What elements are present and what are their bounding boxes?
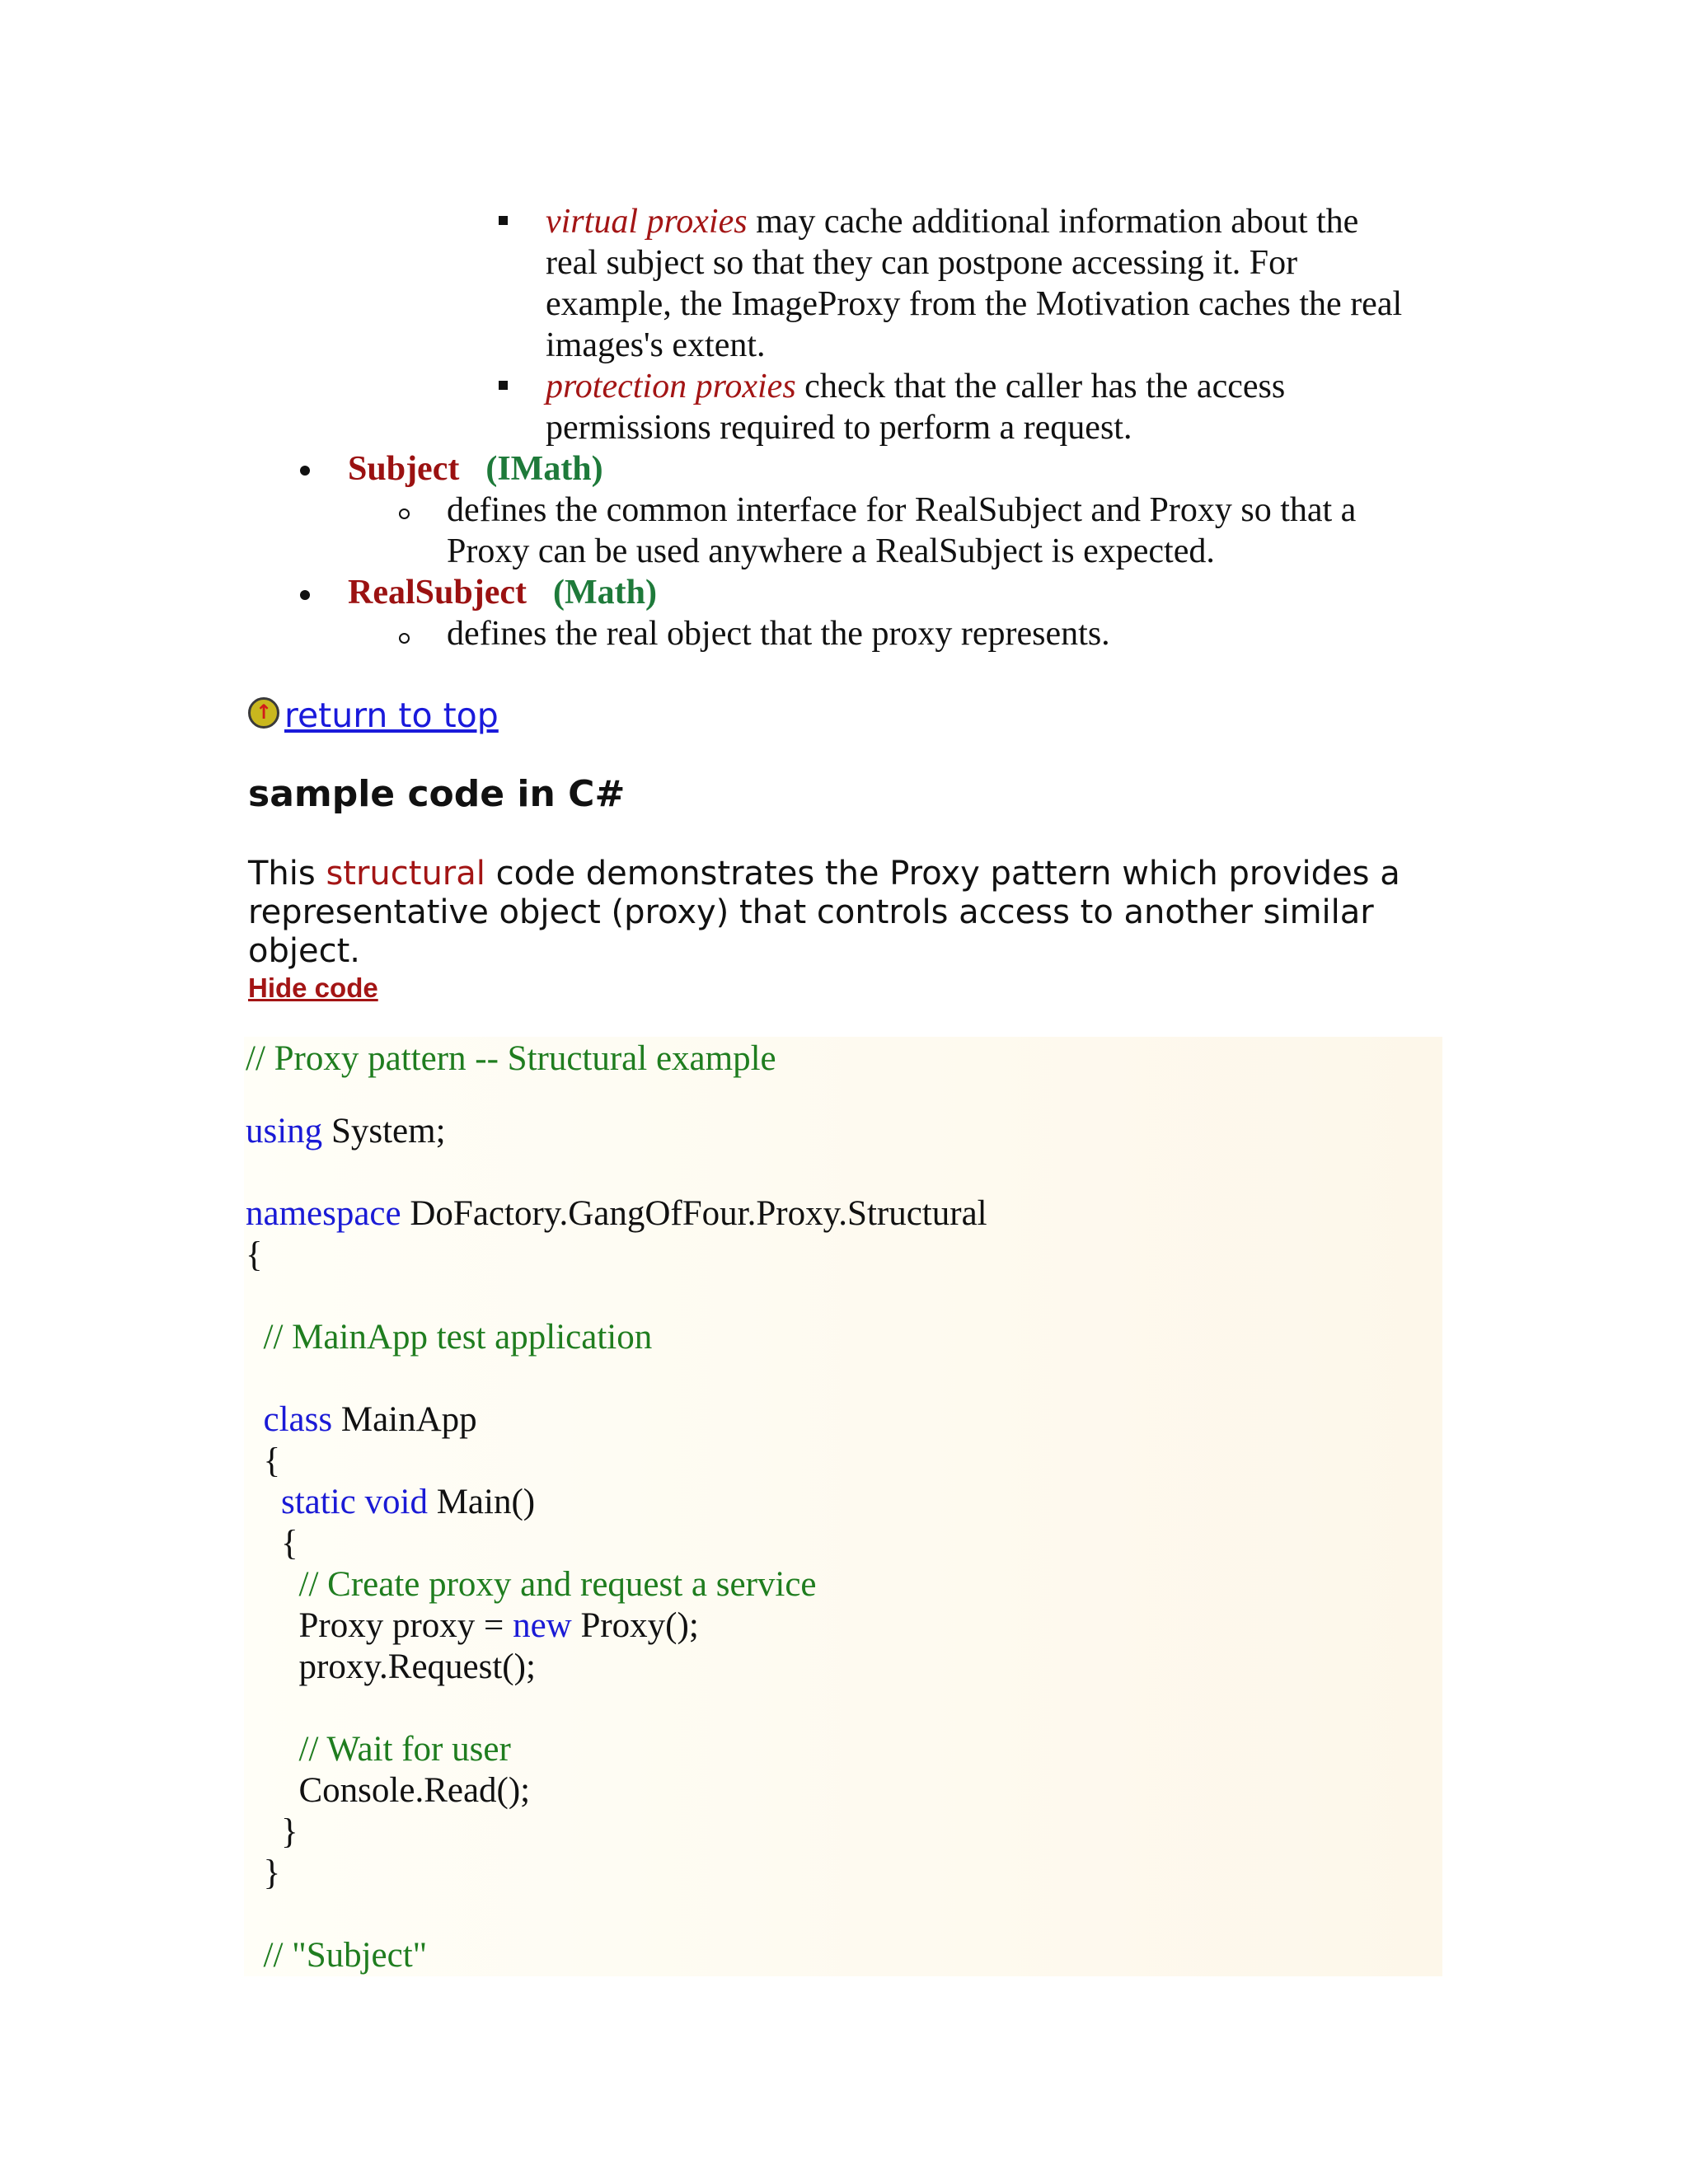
code-line: Proxy proxy = new Proxy(); (246, 1606, 699, 1645)
real-subject-heading (348, 572, 657, 613)
subject-name: Subject (348, 450, 460, 488)
code-line: // Proxy pattern -- Structural example (246, 1039, 776, 1078)
code-line: // "Subject" (246, 1936, 428, 1975)
real-subject-name: RealSubject (348, 574, 527, 612)
code-line: Console.Read(); (246, 1771, 531, 1810)
code-line: // Wait for user (246, 1730, 511, 1769)
disc-bullet (300, 590, 310, 600)
virtual-proxies-term: virtual proxies (546, 203, 748, 241)
protection-proxies-item (546, 366, 1469, 448)
virtual-proxies-line4: images's extent. (546, 326, 766, 364)
protection-proxies-line1: protection proxies check that the caller has the access (546, 368, 1286, 405)
subject-heading (348, 448, 603, 490)
code-line: // MainApp test application (246, 1318, 653, 1357)
real-subject-description: defines the real object that the proxy represents. (447, 615, 1110, 653)
code-line: class MainApp (246, 1400, 477, 1439)
return-to-top-link[interactable]: return to top (284, 696, 499, 735)
protection-proxies-line2: permissions required to perform a request. (546, 409, 1132, 447)
subject-description: defines the common interface for RealSubject and Proxy so that a Proxy can be used anywhere a RealSubject is expected. (447, 491, 1357, 570)
subject-class-name: (IMath) (485, 450, 603, 488)
code-line: namespace DoFactory.GangOfFour.Proxy.Structural (246, 1194, 987, 1233)
up-arrow-circle-icon[interactable]: ↑ (248, 697, 279, 729)
protection-proxies-term: protection proxies (546, 368, 796, 405)
code-line: } (246, 1812, 298, 1851)
intro-paragraph (248, 855, 1534, 971)
section-title: sample code in C# (248, 773, 626, 815)
code-line: proxy.Request(); (246, 1647, 536, 1686)
intro-line2: representative object (proxy) that controls access to another similar (248, 893, 1374, 931)
code-line: } (246, 1854, 281, 1892)
virtual-proxies-item (546, 201, 1469, 366)
square-bullet (499, 381, 508, 390)
structural-highlight: structural (326, 855, 485, 893)
code-line: static void Main() (246, 1483, 536, 1521)
virtual-proxies-line2: real subject so that they can postpone accessing it. For (546, 244, 1298, 282)
code-line: { (246, 1441, 281, 1480)
code-line: { (246, 1524, 298, 1563)
disc-bullet (300, 466, 310, 476)
circle-bullet (399, 633, 410, 644)
hide-code-link[interactable]: Hide code (248, 972, 378, 1003)
virtual-proxies-line3: example, the ImageProxy from the Motivation caches the real (546, 285, 1403, 323)
circle-bullet (399, 509, 410, 519)
intro-line1: This structural code demonstrates the Proxy pattern which provides a (248, 855, 1400, 893)
return-to-top[interactable] (248, 691, 499, 735)
square-bullet (499, 216, 508, 225)
code-line: { (246, 1235, 263, 1274)
intro-line3: object. (248, 932, 360, 970)
real-subject-class-name: (Math) (552, 574, 657, 612)
code-line: // Create proxy and request a service (246, 1565, 817, 1604)
virtual-proxies-line1: virtual proxies may cache additional information about the (546, 203, 1359, 241)
code-line: using System; (246, 1112, 446, 1151)
